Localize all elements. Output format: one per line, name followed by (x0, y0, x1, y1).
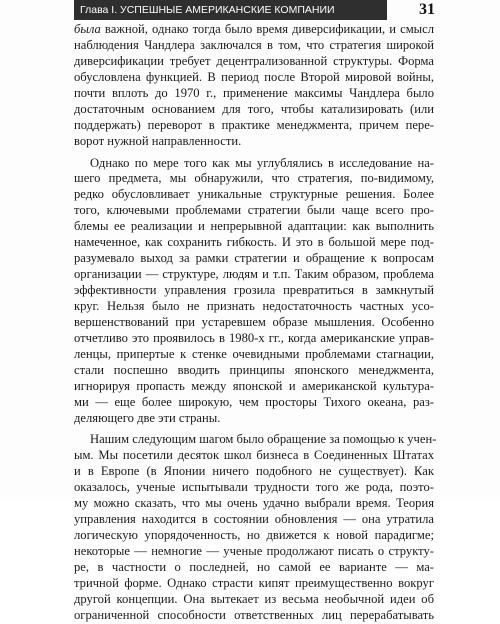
running-header: Глава I. УСПЕШНЫЕ АМЕРИКАНСКИЕ КОМПАНИИ (74, 0, 387, 20)
text-line: другой концепции. Она вытекает из весьма необычной идеи об (74, 591, 434, 606)
text-line: ограниченной способности ответственных лиц перерабатывать (74, 607, 434, 622)
text-line: логическую упорядоченность, но движется к новой парадигме; (74, 528, 434, 543)
text-line: была важной, однако тогда было время диверсификации, и смысл (74, 22, 434, 36)
text-line: почти вплоть до 1970 г., применение максимы Чандлера было (74, 85, 434, 100)
text-line: Однако по мере того как мы углублялись в исследование на- (90, 155, 434, 170)
text-line: достаточным основанием для того, чтобы катализировать (или (74, 101, 434, 116)
text-line: обусловлена функцией. В период после Второй мировой войны, (74, 69, 434, 84)
text-line: му можно сказать, что мы очень удачно выбрали время. Теория (74, 496, 434, 511)
text-line: организации — структуре, людям и т.п. Таким образом, проблема (74, 267, 434, 282)
text-line: шего предмета, мы обнаружили, что стратегия, по-видимому, (74, 171, 434, 186)
text-line: ленцы, припертые к стенке очевидными проблемами стагнации, (74, 346, 434, 361)
text-line: круг. Нельзя было не признать недостаточность частных усо- (74, 298, 434, 313)
text-line: некоторые — немногие — ученые продолжают писать о структу- (74, 544, 434, 558)
text-line: ворот нужной направленности. (74, 133, 242, 148)
text-line: ре, в частности о последней, но самой ее варианте — ма- (74, 559, 434, 574)
text-line: ми — еще более широкую, чем просторы Тихого океана, раз- (74, 394, 434, 409)
text-line: игнорируя пропасть между японской и американской культура- (74, 378, 434, 393)
text-line: диверсификации требует децентрализованной структуры. Форма (74, 53, 434, 68)
text-line: наблюдения Чандлера заключался в том, что стратегия широкой (74, 37, 434, 52)
text-line: разумевало выход за рамки стратегии и обращение к вопросам (74, 251, 434, 266)
paragraph (74, 22, 434, 150)
text-line: эффективности управления грозила превратиться в замкнутый (74, 283, 434, 297)
text-line: поддержать) переворот в практике менеджмента, причем пере- (74, 117, 434, 132)
text-line: деляющего две эти страны. (74, 410, 221, 425)
text-line: намеченное, как сохранить гибкость. И это в большой мере под- (74, 235, 434, 250)
paragraph (74, 432, 437, 623)
page-number: 31 (419, 1, 435, 18)
text-line: стали поспешно вводить принципы японского менеджмента, (74, 362, 434, 377)
text-line: и в Европе (в Японии ничего подобного не существует). Как (74, 464, 434, 479)
text-line: тричной форме. Однако страсти кипят преимущественно вокруг (74, 575, 434, 590)
text-line: редко обусловливает уникальные структурные решения. Более (74, 187, 434, 202)
paragraph (74, 156, 434, 427)
text-line: управления находится в состоянии обновления — она утратила (74, 512, 434, 527)
text-line: Нашим следующим шагом было обращение за помощью к учен- (90, 432, 437, 447)
body-text (74, 22, 437, 624)
text-line: отчетливо это проявилось в 1980-х гг., когда американские управ- (74, 330, 434, 345)
text-line: того, ключевыми проблемами стратегии были чаще всего про- (74, 203, 434, 218)
text-line: вершенствований при устаревшем образе мышления. Особенно (74, 314, 434, 329)
text-line: оказалось, ученые испытывали трудности того же рода, поэто- (74, 480, 434, 495)
text-line: блемы ее реализации и непрерывной адаптации: как выполнить (74, 219, 434, 234)
text-line: ым. Мы посетили десяток школ бизнеса в Соединенных Штатах (74, 448, 434, 463)
